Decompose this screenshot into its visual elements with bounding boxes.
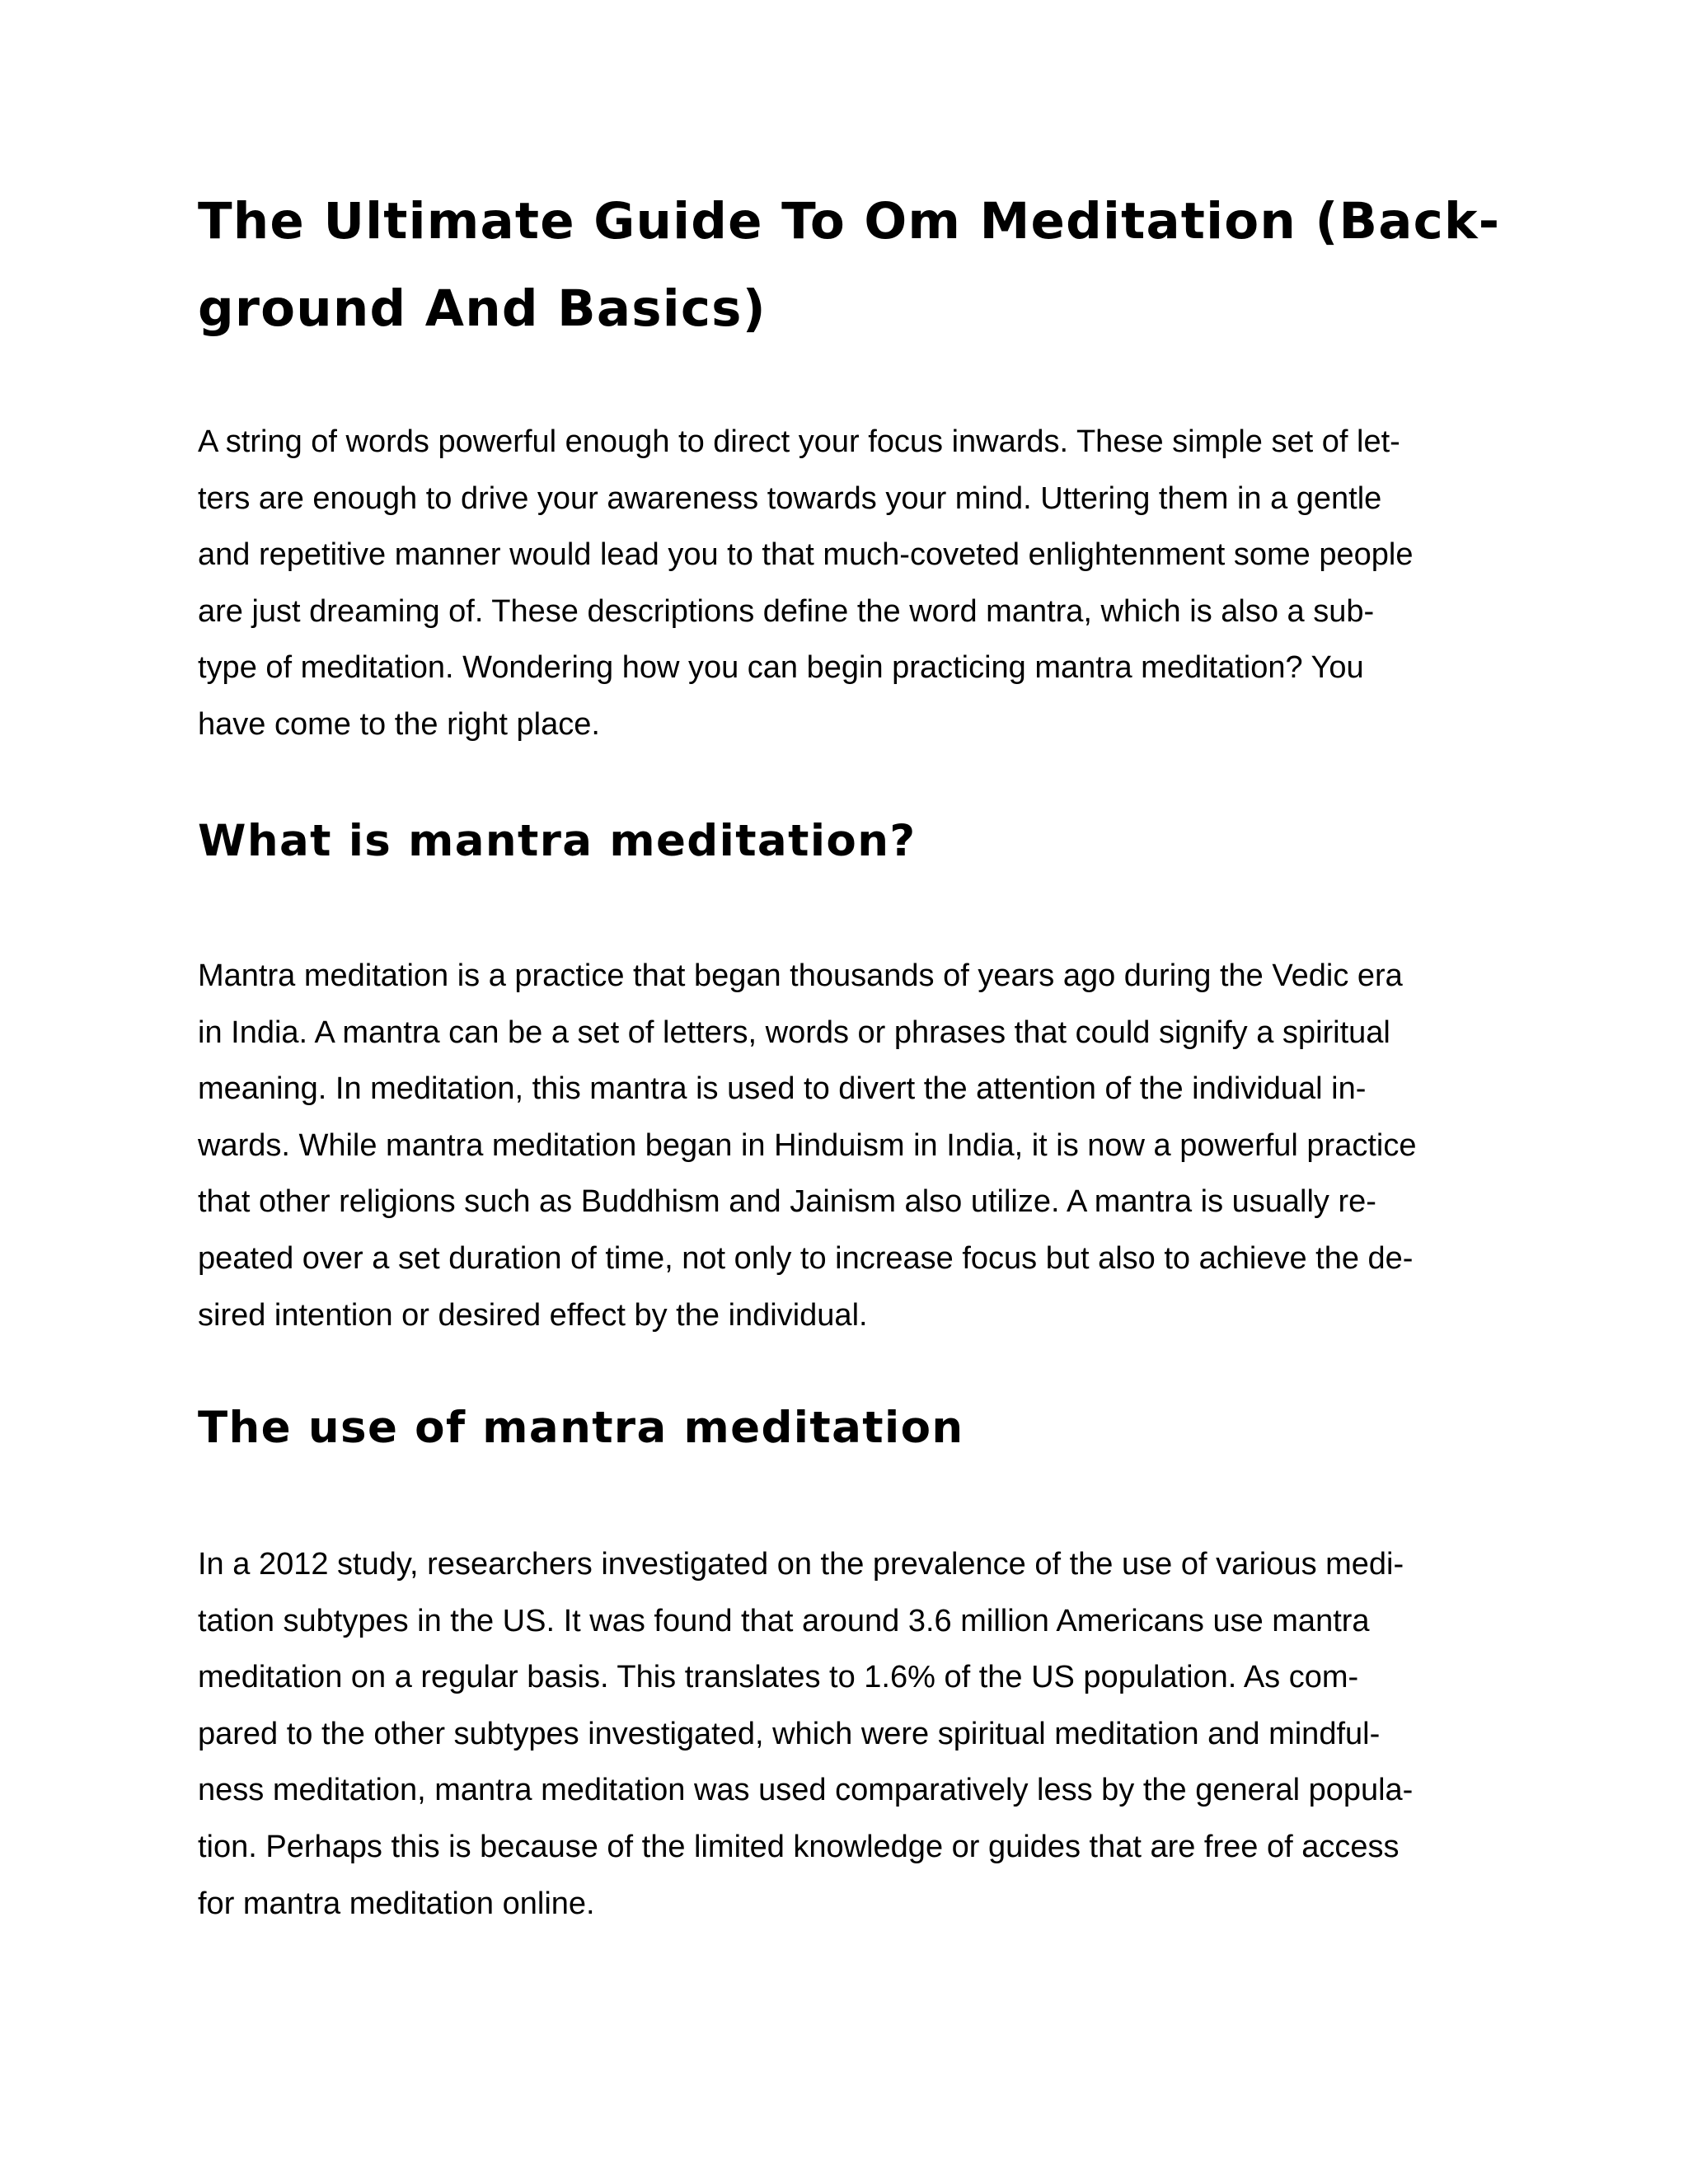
paragraph-line: tation subtypes in the US. It was found that around 3.6 million Americans use mantra — [198, 1603, 1370, 1638]
paragraph-line: In a 2012 study, researchers investigated on the prevalence of the use of various medi- — [198, 1547, 1404, 1582]
paragraph-line: tion. Perhaps this is because of the limited knowledge or guides that are free of access — [198, 1829, 1400, 1864]
paragraph-line: for mantra meditation online. — [198, 1886, 595, 1921]
use-of-paragraph — [198, 1536, 1492, 1932]
paragraph-line: meaning. In meditation, this mantra is used to divert the attention of the individual in- — [198, 1071, 1367, 1107]
paragraph-line: have come to the right place. — [198, 706, 600, 742]
paragraph-line: wards. While mantra meditation began in Hinduism in India, it is now a powerful practice — [198, 1127, 1417, 1163]
intro-paragraph — [198, 414, 1492, 753]
paragraph-line: type of meditation. Wondering how you can begin practicing mantra meditation? You — [198, 650, 1364, 686]
paragraph-line: sired intention or desired effect by the individual. — [198, 1297, 868, 1333]
paragraph-line: A string of words powerful enough to direct your focus inwards. These simple set of let- — [198, 424, 1400, 459]
title-line: ground And Basics) — [198, 279, 767, 338]
paragraph-line: peated over a set duration of time, not only to increase focus but also to achieve the de- — [198, 1240, 1414, 1276]
page-title — [198, 178, 1501, 353]
paragraph-line: that other religions such as Buddhism and Jainism also utilize. A mantra is usually re- — [198, 1184, 1376, 1220]
what-is-paragraph — [198, 948, 1492, 1343]
paragraph-line: and repetitive manner would lead you to that much-coveted enlightenment some people — [198, 537, 1414, 573]
section-heading-use-of: The use of mantra meditation — [198, 1403, 964, 1453]
paragraph-line: ness meditation, mantra meditation was used comparatively less by the general popula- — [198, 1773, 1414, 1808]
paragraph-line: in India. A mantra can be a set of letters, words or phrases that could signify a spiritual — [198, 1015, 1390, 1050]
title-line: The Ultimate Guide To Om Meditation (Back- — [198, 192, 1501, 251]
paragraph-line: pared to the other subtypes investigated, which were spiritual meditation and mindful- — [198, 1716, 1381, 1751]
paragraph-line: meditation on a regular basis. This translates to 1.6% of the US population. As com- — [198, 1660, 1359, 1695]
section-heading-what-is: What is mantra meditation? — [198, 816, 917, 866]
paragraph-line: Mantra meditation is a practice that began thousands of years ago during the Vedic era — [198, 958, 1403, 993]
paragraph-line: are just dreaming of. These descriptions define the word mantra, which is also a sub- — [198, 593, 1375, 629]
paragraph-line: ters are enough to drive your awareness towards your mind. Uttering them in a gentle — [198, 480, 1382, 516]
